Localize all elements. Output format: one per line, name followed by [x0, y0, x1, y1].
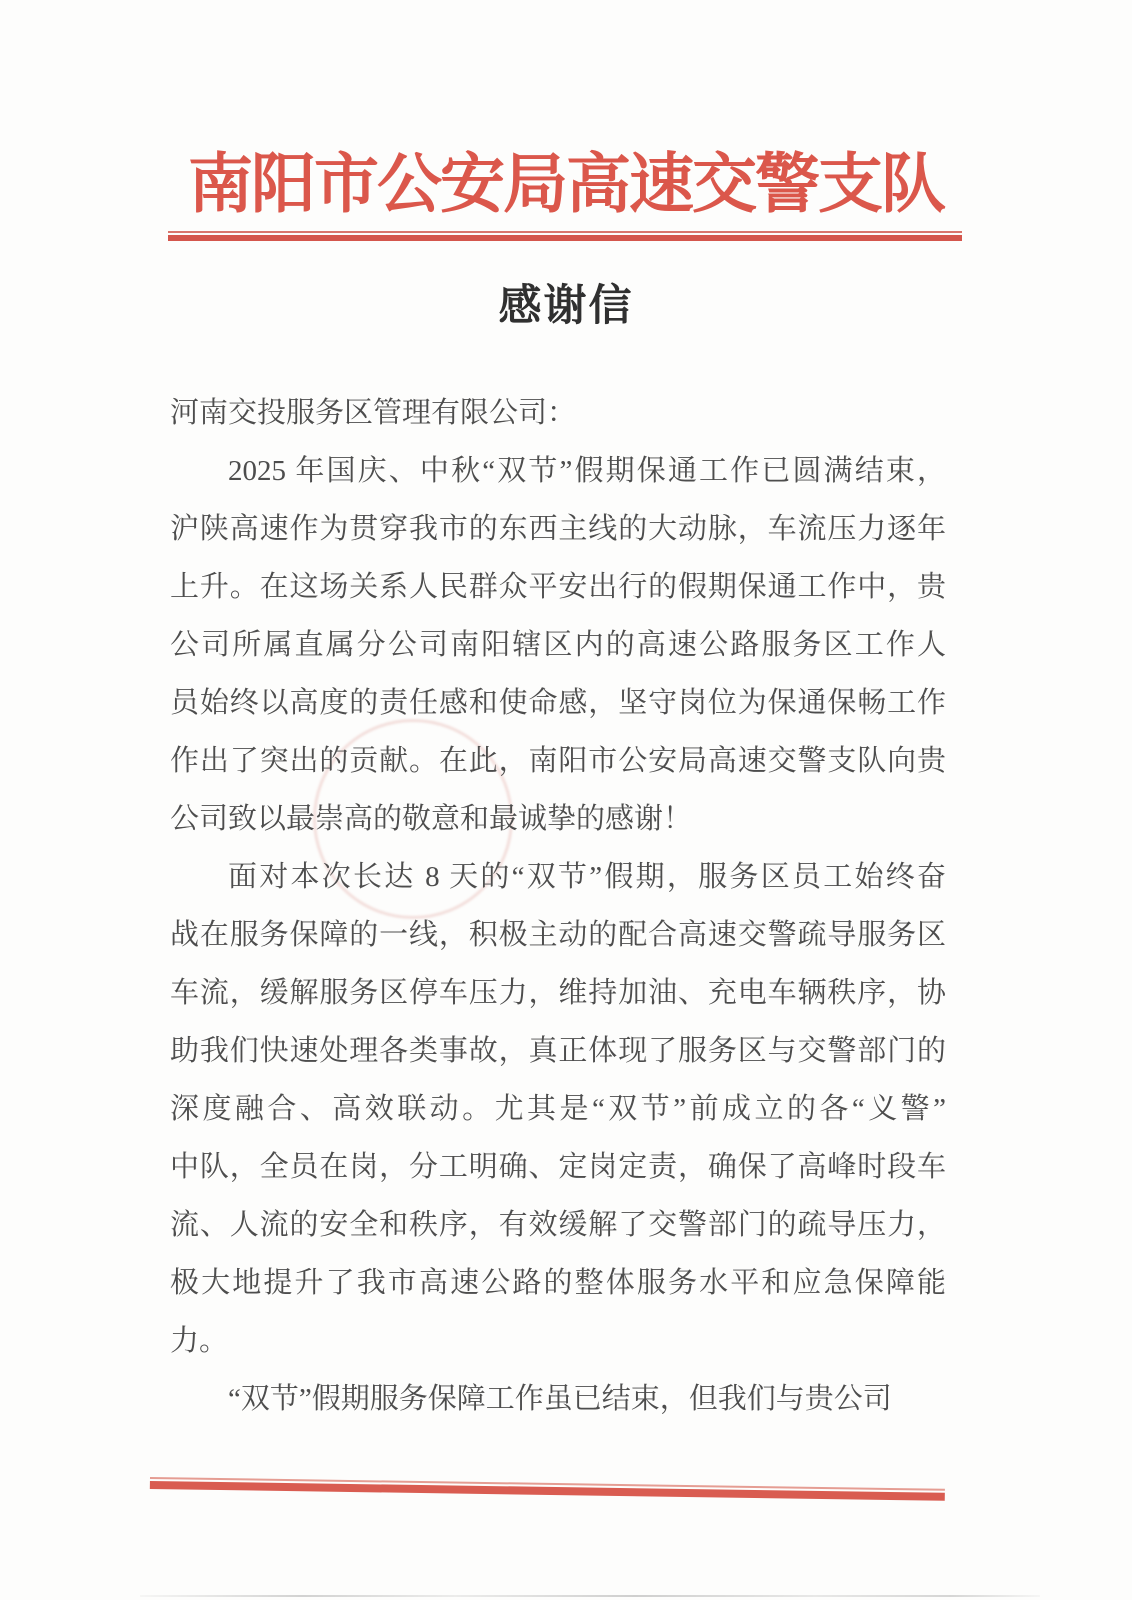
body-line: 战在服务保障的一线，积极主动的配合高速交警疏导服务区: [170, 919, 946, 951]
body-line: 2025 年国庆、中秋“双节”假期保通工作已圆满结束，: [228, 455, 946, 487]
letter-title: 感谢信: [498, 283, 634, 330]
body-line: 面对本次长达 8 天的“双节”假期，服务区员工始终奋: [228, 861, 946, 893]
body-line: 极大地提升了我市高速公路的整体服务水平和应急保障能: [170, 1267, 946, 1299]
body-line: 公司致以最崇高的敬意和最诚挚的感谢！: [170, 803, 693, 835]
body-line: 上升。在这场关系人民群众平安出行的假期保通工作中，贵: [170, 571, 946, 603]
body-line: 力。: [170, 1325, 229, 1357]
body-line: “双节”假期服务保障工作虽已结束，但我们与贵公司: [228, 1383, 892, 1415]
letterhead-rule-thin: [168, 231, 962, 233]
body-line: 助我们快速处理各类事故，真正体现了服务区与交警部门的: [170, 1035, 946, 1067]
body-line: 车流，缓解服务区停车压力，维持加油、充电车辆秩序，协: [170, 977, 946, 1009]
letterhead-org-name: 南阳市公安局高速交警支队: [187, 149, 944, 221]
scan-edge-artifact: [140, 1595, 1040, 1597]
body-line: 员始终以高度的责任感和使命感，坚守岗位为保通保畅工作: [170, 687, 946, 719]
footer-rule: [150, 1477, 945, 1501]
body-line: 沪陕高速作为贯穿我市的东西主线的大动脉，车流压力逐年: [170, 513, 946, 545]
letter-body: [170, 384, 946, 1428]
body-line: 作出了突出的贡献。在此，南阳市公安局高速交警支队向贵: [170, 745, 946, 777]
paragraphs-container: [170, 442, 946, 1428]
letterhead-rule-thick: [168, 235, 962, 241]
salutation-line: 河南交投服务区管理有限公司：: [170, 397, 577, 429]
body-line: 公司所属直属分公司南阳辖区内的高速公路服务区工作人: [170, 629, 946, 661]
body-line: 中队，全员在岗，分工明确、定岗定责，确保了高峰时段车: [170, 1151, 946, 1183]
body-line: 深度融合、高效联动。尤其是“双节”前成立的各“义警”: [170, 1093, 946, 1125]
body-line: 流、人流的安全和秩序，有效缓解了交警部门的疏导压力，: [170, 1209, 946, 1241]
